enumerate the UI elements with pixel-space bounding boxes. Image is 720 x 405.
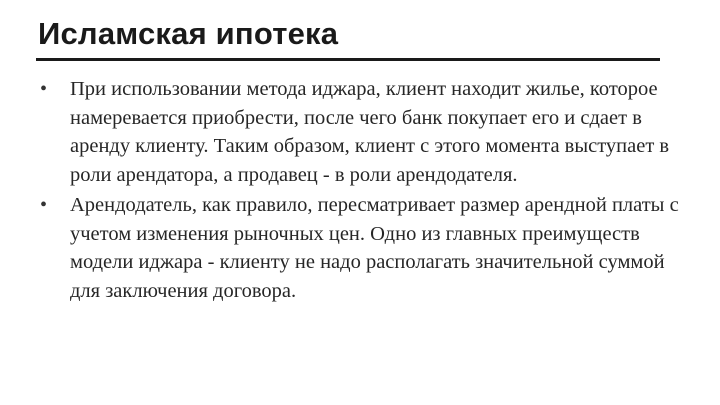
slide-title: Исламская ипотека [38,16,339,51]
bullet-item-ijara-process [38,75,688,189]
bullet-item-rent-review [38,191,688,305]
bullet-marker: • [40,78,48,100]
title-underline [36,58,660,61]
bullet-marker: • [40,194,48,216]
bullet-text: Арендодатель, как правило, пересматривает размер арендной платы с учетом изменения рыночных цен. Одно из главных преимуществ модели иджара - клиенту не надо располагать значительной суммой для заключения договора. [70,194,679,302]
bullet-list [38,75,688,307]
bullet-text: При использовании метода иджара, клиент находит жилье, которое намеревается приобрести, после чего банк покупает его и сдает в аренду клиенту. Таким образом, клиент с этого момента выступает в роли арендатора, а продавец - в роли арендодателя. [70,78,670,186]
